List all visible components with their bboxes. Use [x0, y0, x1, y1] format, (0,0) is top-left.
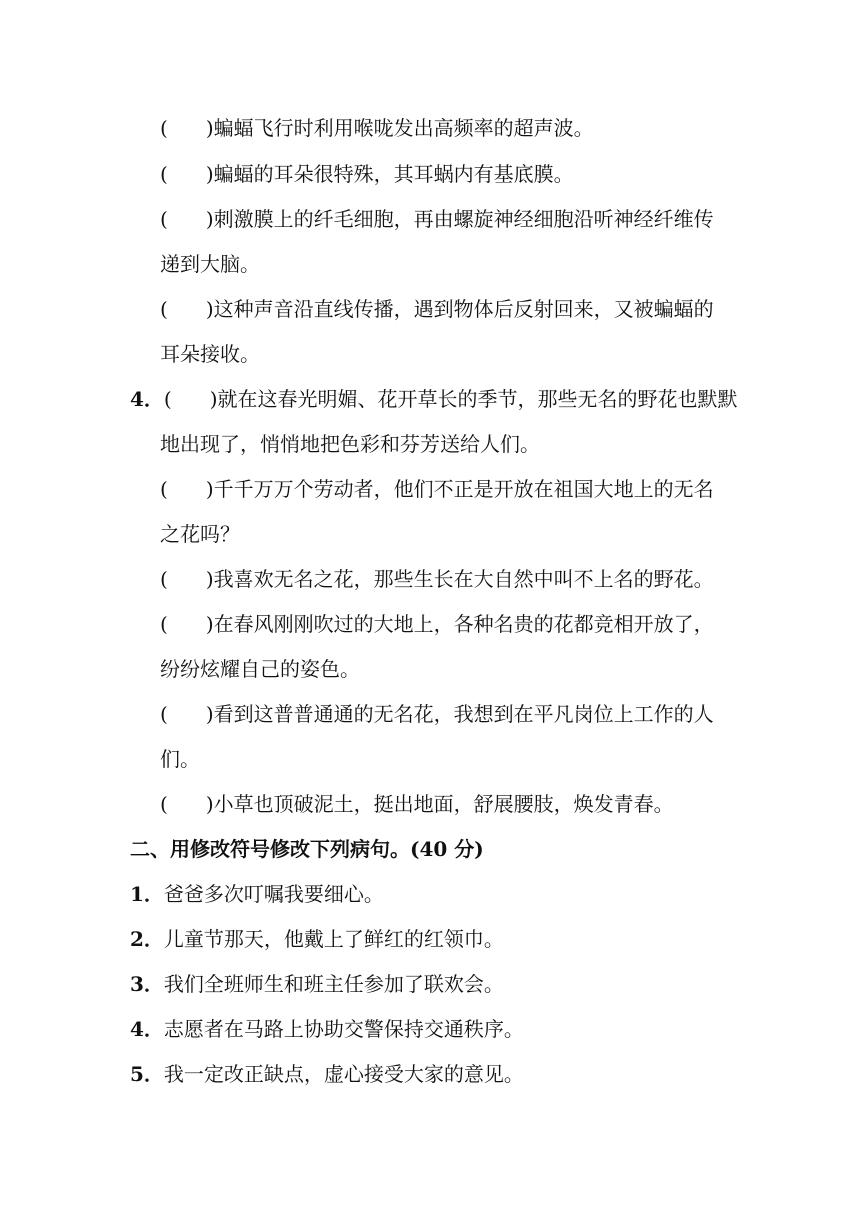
- option-text: 蝙蝠飞行时利用喉咙发出高频率的超声波。: [213, 116, 594, 140]
- q4-option-4: [160, 612, 714, 636]
- option-text: 千千万万个劳动者，他们不正是开放在祖国大地上的无名: [213, 477, 714, 501]
- paren-open: (: [160, 477, 168, 501]
- paren-close: ): [205, 207, 214, 231]
- sentence-item-3: [130, 972, 504, 996]
- paren-open: (: [160, 567, 168, 591]
- item-number: 2．: [130, 927, 164, 951]
- q4-option-3: [160, 567, 714, 591]
- section-heading: 二、用修改符号修改下列病句。(40 分): [130, 837, 484, 861]
- item-text: 志愿者在马路上协助交警保持交通秩序。: [163, 1017, 524, 1041]
- q4-option-6: [160, 792, 674, 816]
- sentence-item-2: [130, 927, 504, 951]
- paren-close: ): [205, 612, 214, 636]
- sentence-item-4: [130, 1017, 524, 1041]
- paren-open: (: [160, 792, 168, 816]
- option-text: 就在这春光明媚、花开草长的季节，那些无名的野花也默默: [217, 387, 738, 411]
- sentence-item-5: [130, 1062, 524, 1086]
- paren-close: ): [205, 702, 214, 726]
- q3-option-4: [160, 297, 714, 321]
- option-text: 小草也顶破泥土，挺出地面，舒展腰肢，焕发青春。: [213, 792, 674, 816]
- paren-open: (: [160, 207, 168, 231]
- q4-option-5-cont: [160, 747, 200, 771]
- option-text: 们。: [160, 747, 200, 771]
- paren-close: ): [205, 162, 214, 186]
- option-text: 耳朵接收。: [160, 342, 260, 366]
- item-number: 4．: [130, 1017, 164, 1041]
- q4-option-5: [160, 702, 714, 726]
- q4-option-1: [130, 387, 738, 411]
- paren-close: ): [205, 567, 214, 591]
- paren-close: ): [205, 477, 214, 501]
- sentence-item-1: [130, 882, 384, 906]
- item-text: 儿童节那天，他戴上了鲜红的红领巾。: [163, 927, 504, 951]
- q4-option-1-cont: [160, 432, 540, 456]
- option-text: 看到这普普通通的无名花，我想到在平凡岗位上工作的人: [213, 702, 714, 726]
- option-text: 之花吗？: [160, 522, 240, 546]
- q3-option-3: [160, 207, 714, 231]
- q4-option-2-cont: [160, 522, 240, 546]
- item-text: 爸爸多次叮嘱我要细心。: [163, 882, 384, 906]
- paren-close: ): [205, 297, 214, 321]
- option-text: 我喜欢无名之花，那些生长在大自然中叫不上名的野花。: [213, 567, 714, 591]
- q3-option-1: [160, 116, 594, 140]
- option-text: 地出现了，悄悄地把色彩和芬芳送给人们。: [160, 432, 540, 456]
- item-number: 1．: [130, 882, 164, 906]
- option-text: 递到大脑。: [160, 252, 260, 276]
- option-text: 这种声音沿直线传播，遇到物体后反射回来，又被蝙蝠的: [213, 297, 714, 321]
- q3-option-4-cont: [160, 342, 260, 366]
- option-text: 纷纷炫耀自己的姿色。: [160, 657, 360, 681]
- paren-close: ): [205, 116, 214, 140]
- item-number: 3．: [130, 972, 164, 996]
- option-text: 刺激膜上的纤毛细胞，再由螺旋神经细胞沿听神经纤维传: [213, 207, 714, 231]
- paren-open: (: [160, 162, 168, 186]
- q4-option-2: [160, 477, 714, 501]
- paren-close: ): [209, 387, 218, 411]
- paren-open: (: [160, 116, 168, 140]
- item-text: 我们全班师生和班主任参加了联欢会。: [163, 972, 504, 996]
- paren-open: (: [160, 702, 168, 726]
- question-number: 4．: [130, 387, 164, 411]
- item-number: 5．: [130, 1062, 164, 1086]
- paren-close: ): [205, 792, 214, 816]
- option-text: 在春风刚刚吹过的大地上，各种名贵的花都竞相开放了，: [213, 612, 714, 636]
- paren-open: (: [163, 387, 172, 411]
- q3-option-2: [160, 162, 574, 186]
- paren-open: (: [160, 612, 168, 636]
- q3-option-3-cont: [160, 252, 260, 276]
- paren-open: (: [160, 297, 168, 321]
- item-text: 我一定改正缺点，虚心接受大家的意见。: [163, 1062, 524, 1086]
- q4-option-4-cont: [160, 657, 360, 681]
- option-text: 蝙蝠的耳朵很特殊，其耳蜗内有基底膜。: [213, 162, 574, 186]
